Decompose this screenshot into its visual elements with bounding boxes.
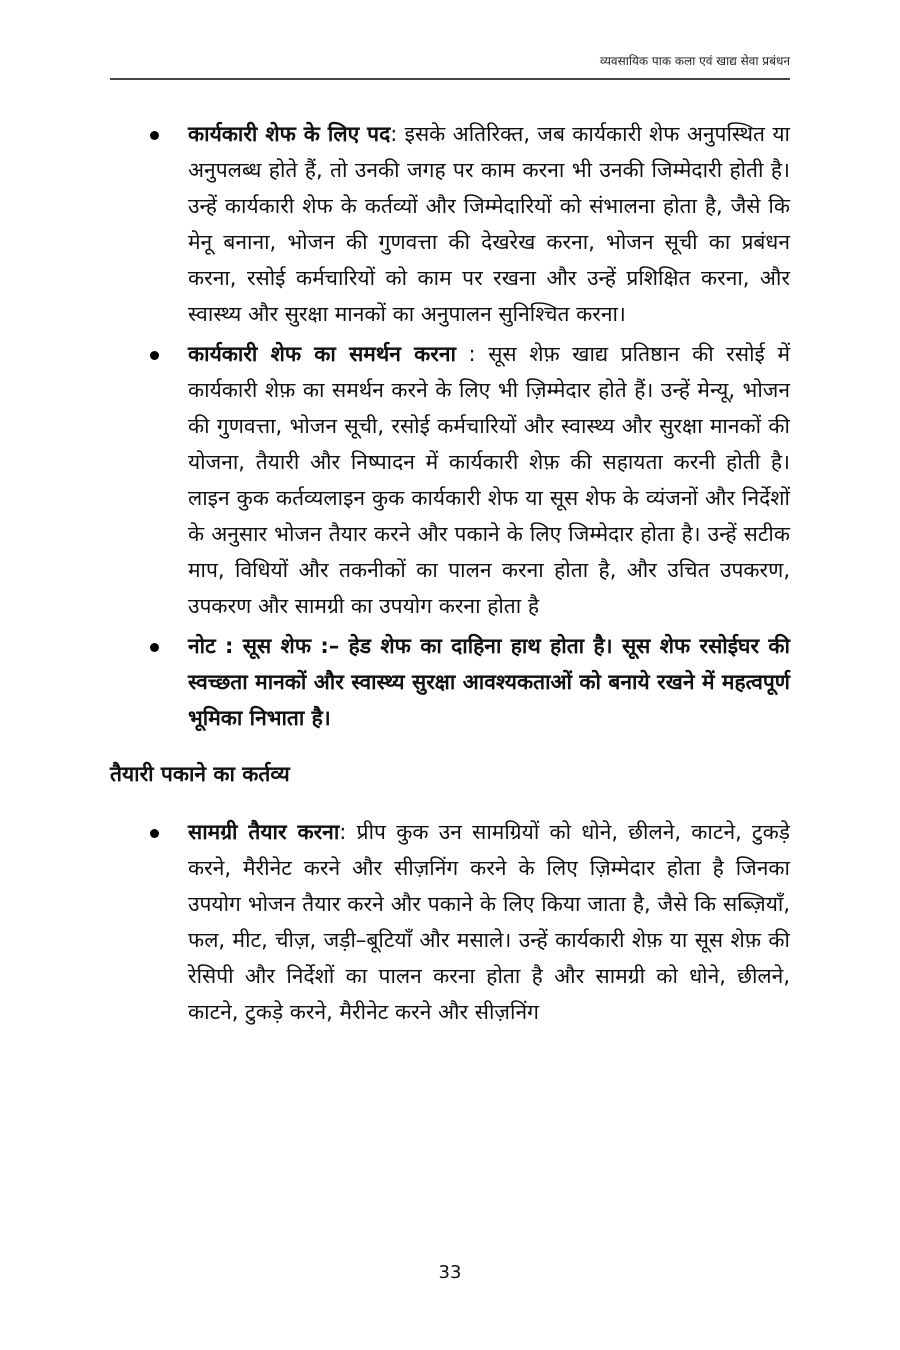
bullet-text: : इसके अतिरिक्त, जब कार्यकारी शेफ अनुपस्थित या अनुपलब्ध होते हैं, तो उनकी जगह पर काम करना भी उनकी जिम्मेदारी होती है। उन्हें कार्यकारी शेफ के कर्तव्यों और जिम्मेदारियों को संभालना होता है, जैसे कि मेनू बनाना, भोजन की गुणवत्ता की देखरेख करना, भोजन सूची का प्रबंधन करना, रसोई कर्मचारियों को काम पर रखना और उन्हें प्रशिक्षित करना, और स्वास्थ्य और सुरक्षा मानकों का अनुपालन सुनिश्चित करना।: [188, 122, 790, 326]
bullet-text: : सूस शेफ़ खाद्य प्रतिष्ठान की रसोई में कार्यकारी शेफ़ का समर्थन करने के लिए भी ज़िम्मेदार होते हैं। उन्हें मेन्यू, भोजन की गुणवत्ता, भोजन सूची, रसोई कर्मचारियों और स्वास्थ्य और सुरक्षा मानकों की योजना, तैयारी और निष्पादन में कार्यकारी शेफ़ की सहायता करनी होती है। लाइन कुक कर्तव्यलाइन कुक कार्यकारी शेफ या सूस शेफ के व्यंजनों और निर्देशों के अनुसार भोजन तैयार करने और पकाने के लिए जिम्मेदार होता है। उन्हें सटीक माप, विधियों और तकनीकों का पालन करना होता है, और उचित उपकरण, उपकरण और सामग्री का उपयोग करना होता है: [188, 342, 790, 618]
bullet-text: : प्रीप कुक उन सामग्रियों को धोने, छीलने, काटने, टुकड़े करने, मैरीनेट करने और सीज़निंग करने के लिए ज़िम्मेदार होता है जिनका उपयोग भोजन तैयार करने और पकाने के लिए किया जाता है, जैसे कि सब्ज़ियाँ, फल, मीट, चीज़, जड़ी–बूटियाँ और मसाले। उन्हें कार्यकारी शेफ़ या सूस शेफ़ की रेसिपी और निर्देशों का पालन करना होता है और सामग्री को धोने, छीलने, काटने, टुकड़े करने, मैरीनेट करने और सीज़निंग: [188, 820, 791, 1024]
bullet-icon: [150, 829, 159, 838]
list-item: [110, 336, 790, 624]
bullet-icon: [150, 643, 159, 652]
running-title: व्यवसायिक पाक कला एवं खाद्य सेवा प्रबंधन: [599, 54, 790, 68]
bullet-icon: [150, 131, 159, 140]
page-body: [110, 116, 790, 1034]
bullet-term: कार्यकारी शेफ के लिए पद: [188, 122, 391, 146]
bullet-list-top: [110, 116, 790, 736]
bullet-term: कार्यकारी शेफ का समर्थन करना: [188, 342, 456, 366]
section-heading: तैयारी पकाने का कर्तव्य: [110, 762, 290, 786]
page-number: 33: [438, 1262, 462, 1283]
list-item: [110, 814, 790, 1030]
bullet-icon: [150, 351, 159, 360]
list-item: [110, 116, 790, 332]
note-text: नोट : सूस शेफ :– हेड शेफ का दाहिना हाथ होता है। सूस शेफ रसोईघर की स्वच्छता मानकों और स्वास्थ्य सुरक्षा आवश्यकताओं को बनाये रखने में महत्वपूर्ण भूमिका निभाता है।: [188, 634, 790, 730]
note-item: [110, 628, 790, 736]
bullet-list-bottom: [110, 814, 790, 1030]
bullet-term: सामग्री तैयार करना: [188, 820, 340, 844]
running-header: [110, 52, 790, 80]
